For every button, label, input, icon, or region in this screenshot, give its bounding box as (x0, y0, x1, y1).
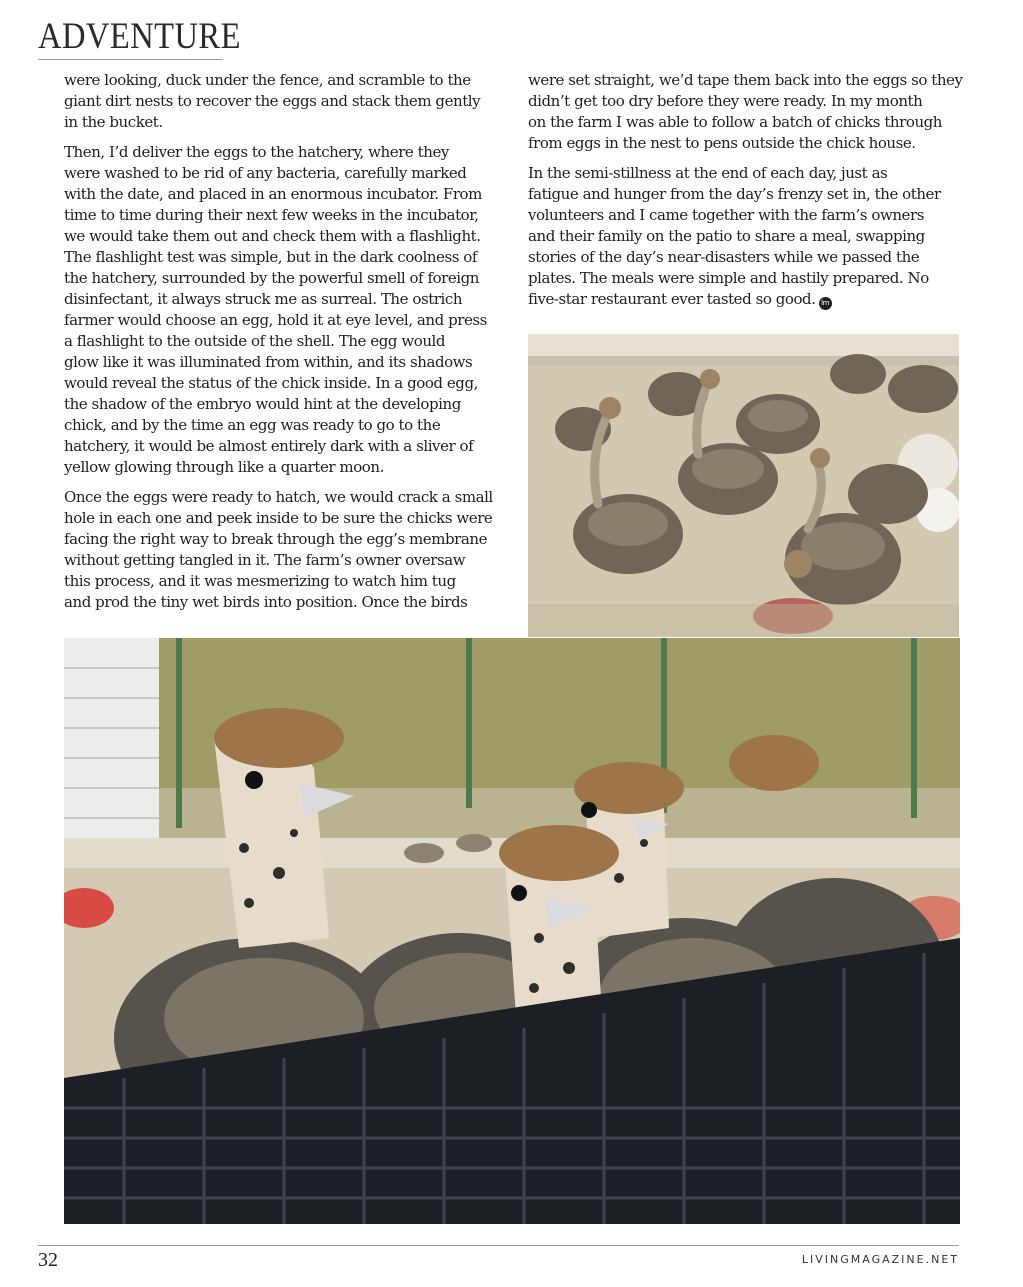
ostrich-chicks-pen-photo (528, 334, 959, 637)
footer-rule (38, 1245, 959, 1246)
end-mark-icon: lm (819, 297, 832, 310)
page-number: 32 (38, 1249, 58, 1271)
ostrich-chicks-crate-photo (64, 638, 960, 1224)
title-underline (38, 59, 223, 60)
right-column (528, 70, 968, 319)
paragraph: In the semi-stillness at the end of each day, just as fatigue and hunger from the day’s frenzy set in, the other volunteers and I came together with the farm’s owners and their family on the patio to share a meal, swapping stories of the day’s near-disasters while we passed the plates. The meals were simple and hastily prepared. No five-star restaurant ever tasted so good. lm (528, 164, 941, 308)
paragraph: Once the eggs were ready to hatch, we would crack a small hole in each one and peek inside to be sure the chicks were facing the right way to break through the egg’s membrane without getting tangled in it. The farm’s owner oversaw this process, and it was mesmerizing to watch him tug and prod the tiny wet birds into position. Once the birds (64, 488, 493, 611)
left-column (64, 70, 504, 622)
site-url: LIVINGMAGAZINE.NET (801, 1253, 959, 1266)
section-title: ADVENTURE (38, 16, 241, 57)
paragraph: Then, I’d deliver the eggs to the hatchery, where they were washed to be rid of any bacteria, carefully marked with the date, and placed in an enormous incubator. From time to time during their next few weeks in the incubator, we would take them out and check them with a flashlight. The flashlight test was simple, but in the dark coolness of the hatchery, surrounded by the powerful smell of foreign disinfectant, it always struck me as surreal. The ostrich farmer would choose an egg, hold it at eye level, and press a flashlight to the outside of the shell. The egg would glow like it was illuminated from within, and its shadows would reveal the status of the chick inside. In a good egg, the shadow of the embryo would hint at the developing chick, and by the time an egg was ready to go to the hatchery, it would be almost entirely dark with a sliver of yellow glowing through like a quarter moon. (64, 143, 487, 476)
paragraph: were looking, duck under the fence, and scramble to the giant dirt nests to recover the eggs and stack them gently in the bucket. (64, 71, 481, 131)
paragraph: were set straight, we’d tape them back into the eggs so they didn’t get too dry before they were ready. In my month on the farm I was able to follow a batch of chicks through from eggs in the nest to pens outside the chick house. (528, 71, 963, 152)
